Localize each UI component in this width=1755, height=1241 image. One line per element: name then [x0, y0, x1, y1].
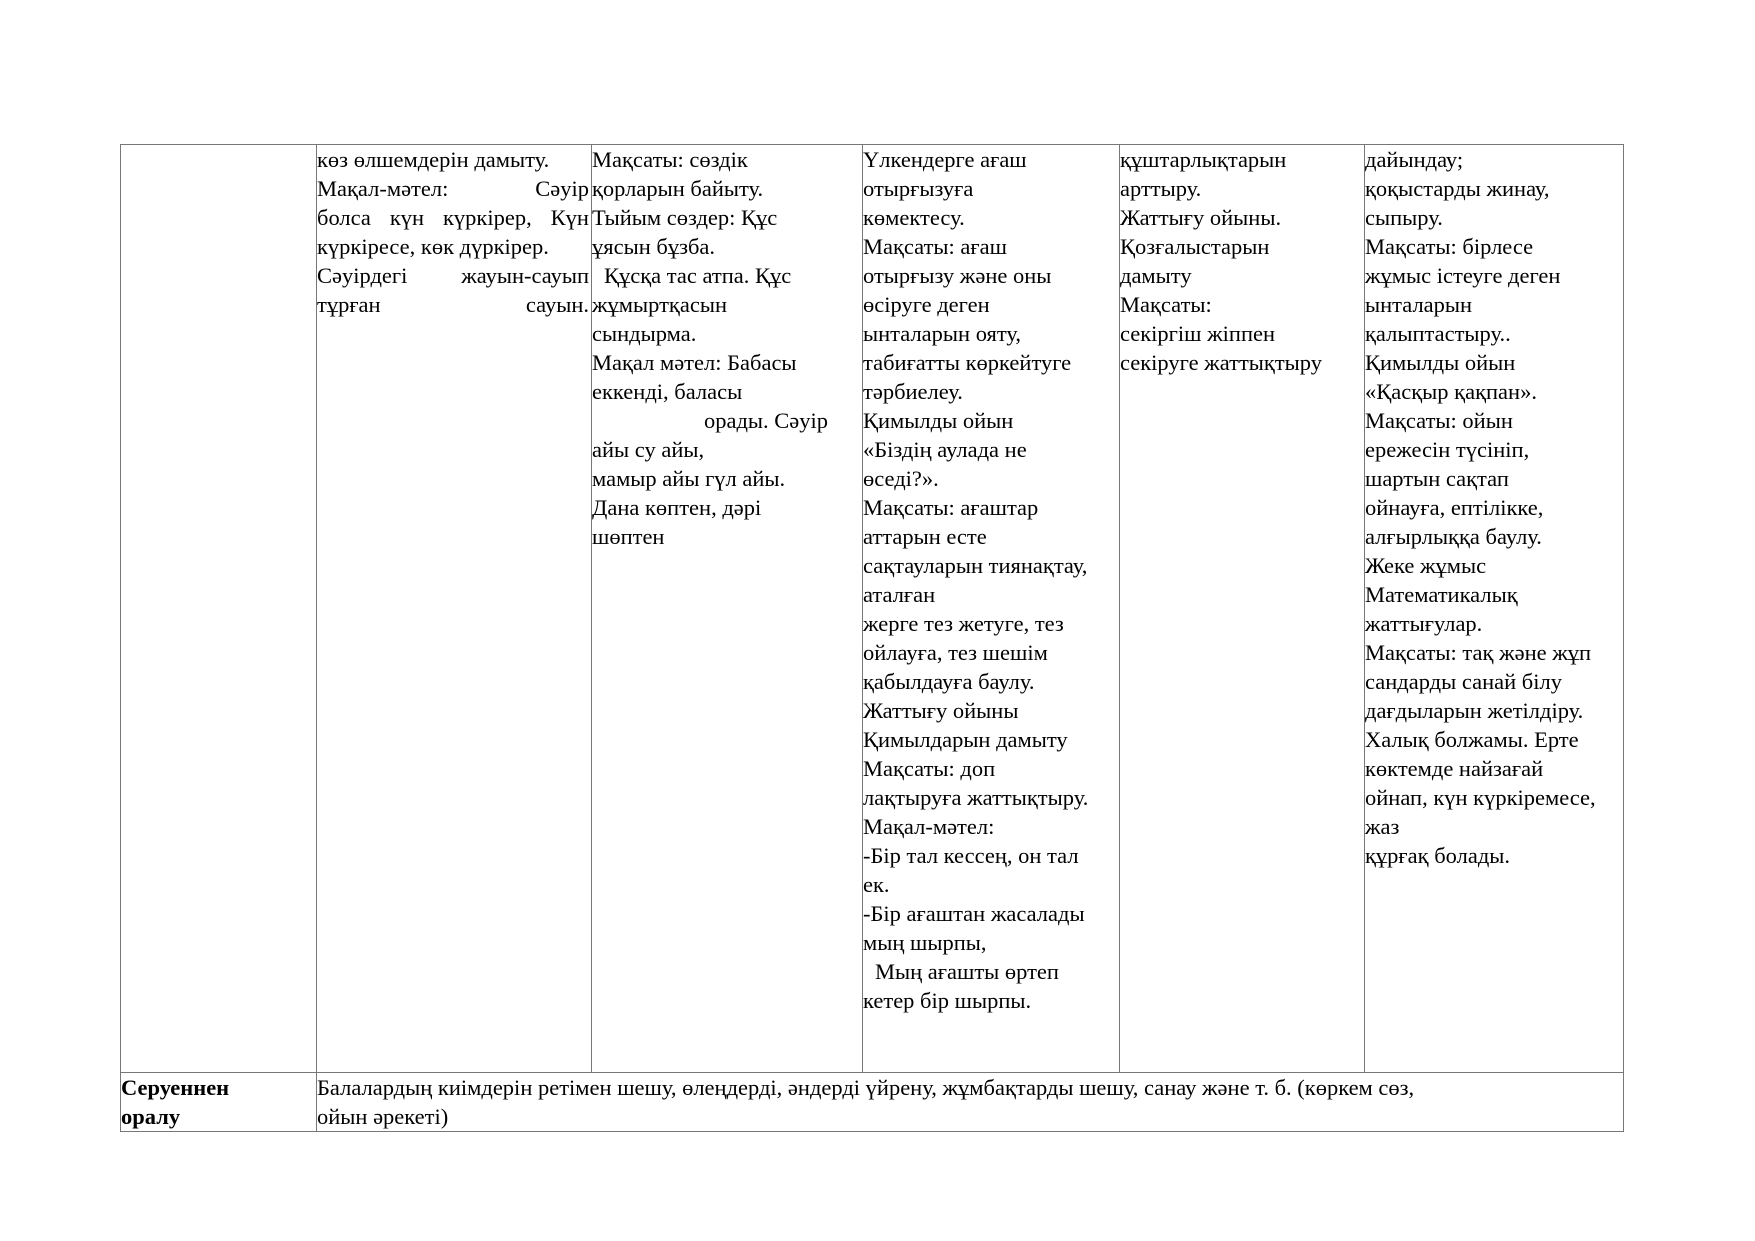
row-label-line: Серуеннен	[121, 1075, 230, 1100]
text-line: табиғатты көркейтуге	[863, 350, 1072, 375]
table-row	[121, 145, 1624, 1073]
text-line: тәрбиелеу.	[863, 379, 963, 404]
text-line: Мақсаты: сөздік	[592, 147, 748, 172]
text-line: Мақсаты: ойын	[1365, 408, 1513, 433]
text-line: секіргіш жіппен	[1120, 321, 1276, 346]
text-line: ек.	[863, 872, 890, 897]
table-row	[121, 1073, 1624, 1132]
text-line: ережесін түсініп,	[1365, 437, 1530, 462]
text-line	[317, 174, 589, 203]
text-line: өседі?».	[863, 466, 939, 491]
text-line: құрғақ болады.	[1365, 843, 1511, 868]
text-line: айы су айы,	[592, 437, 705, 462]
text-line: Қозғалыстарын	[1120, 234, 1270, 259]
text-line: арттыру.	[1120, 176, 1202, 201]
text-line: Мақал мәтел: Бабасы	[592, 350, 797, 375]
table-cell	[863, 145, 1120, 1073]
text-line	[317, 203, 589, 232]
text-line: лақтыруға жаттықтыру.	[863, 785, 1089, 810]
text-line: ұясын бұзба.	[592, 234, 716, 259]
row-label-cell	[121, 145, 317, 1073]
text-line: Мақал-мәтел:	[863, 814, 995, 839]
text-line: дамыту	[1120, 263, 1192, 288]
table-cell	[1120, 145, 1365, 1073]
text-line: Мақсаты: тақ және жұп	[1365, 640, 1592, 665]
text-line: ынталарын ояту,	[863, 321, 1022, 346]
text-word: Мақал-мәтел:	[317, 176, 449, 201]
text-line: кетер бір шырпы.	[863, 988, 1032, 1013]
text-line: отырғызуға	[863, 176, 974, 201]
text-word: күн	[389, 205, 425, 230]
text-line: -Бір тал кессең, он тал	[863, 843, 1079, 868]
text-word: Сәуір	[535, 176, 589, 201]
row-label-line: оралу	[121, 1104, 181, 1129]
text-line: -Бір ағаштан жасалады	[863, 901, 1085, 926]
text-line: алғырлыққа баулу.	[1365, 524, 1542, 549]
text-line: дайындау;	[1365, 147, 1464, 172]
text-line: Дана көптен, дәрі	[592, 495, 762, 520]
text-line: шартын сақтап	[1365, 466, 1509, 491]
text-line: Тыйым сөздер: Құс	[592, 205, 778, 230]
text-line: көз өлшемдерін дамыту.	[317, 147, 550, 172]
text-line: мың шырпы,	[863, 930, 987, 955]
text-line: Жаттығу ойыны	[863, 698, 1019, 723]
table-cell	[317, 145, 592, 1073]
text-line: еккенді, баласы	[592, 379, 743, 404]
row-label-cell	[121, 1073, 317, 1132]
text-line: қалыптастыру..	[1365, 321, 1511, 346]
text-word: Күн	[550, 205, 589, 230]
text-line: жаттығулар.	[1365, 611, 1483, 636]
text-line: күркіресе, көк дүркірер.	[317, 234, 549, 259]
text-word: тұрған	[317, 292, 381, 317]
text-line: жұмыс істеуге деген	[1365, 263, 1561, 288]
text-line: отырғызу және оны	[863, 263, 1052, 288]
text-line: ойнауға, ептілікке,	[1365, 495, 1544, 520]
text-line: Мақсаты: ағаш	[863, 234, 1007, 259]
text-line: Мақсаты: доп	[863, 756, 996, 781]
text-line: «Біздің аулада не	[863, 437, 1027, 462]
text-line: аталған	[863, 582, 936, 607]
text-line: дағдыларын жетілдіру.	[1365, 698, 1584, 723]
text-line: қорларын байыту.	[592, 176, 764, 201]
text-line: қабылдауға баулу.	[863, 669, 1035, 694]
text-line: аттарын есте	[863, 524, 987, 549]
text-line: Мақсаты: ағаштар	[863, 495, 1039, 520]
text-line: Жаттығу ойыны.	[1120, 205, 1282, 230]
text-line: өсіруге деген	[863, 292, 990, 317]
text-line: жаз	[1365, 814, 1400, 839]
text-word: жауын-сауып	[461, 263, 589, 288]
text-line: Жеке жұмыс	[1365, 553, 1487, 578]
text-line: мамыр айы гүл айы.	[592, 466, 786, 491]
text-line: Математикалық	[1365, 582, 1518, 607]
text-line: шөптен	[592, 524, 665, 549]
text-line: Қимылды ойын	[1365, 350, 1516, 375]
text-line: Мақсаты:	[1120, 292, 1212, 317]
text-line: орады. Сәуір	[704, 408, 829, 433]
text-line: сындырма.	[592, 321, 697, 346]
table-cell	[592, 145, 863, 1073]
text-line: Мың ағашты өртеп	[875, 959, 1059, 984]
text-line: сақтауларын тиянақтау,	[863, 553, 1088, 578]
text-line: қоқыстарды жинау,	[1365, 176, 1550, 201]
text-line: Құсқа тас атпа. Құс	[604, 263, 792, 288]
text-line	[317, 290, 589, 319]
text-line	[317, 261, 589, 290]
text-line: ойлауға, тез шешім	[863, 640, 1048, 665]
text-line: сыпыру.	[1365, 205, 1443, 230]
text-line: Қимылдарын дамыту	[863, 727, 1068, 752]
text-line: көктемде найзағай	[1365, 756, 1544, 781]
text-line: «Қасқыр қақпан».	[1365, 379, 1537, 404]
text-word: Сәуірдегі	[317, 263, 408, 288]
table-cell	[1365, 145, 1624, 1073]
text-line: құштарлықтарын	[1120, 147, 1287, 172]
text-word: болса	[317, 205, 371, 230]
text-line: көмектесу.	[863, 205, 965, 230]
text-line: ынталарын	[1365, 292, 1473, 317]
text-line: Үлкендерге ағаш	[863, 147, 1027, 172]
text-line: Қимылды ойын	[863, 408, 1014, 433]
text-line: жұмыртқасын	[592, 292, 727, 317]
text-line: жерге тез жетуге, тез	[863, 611, 1064, 636]
text-line: Мақсаты: бірлесе	[1365, 234, 1534, 259]
plan-table	[120, 144, 1624, 1132]
text-line: сандарды санай білу	[1365, 669, 1562, 694]
text-word: күркірер,	[443, 205, 532, 230]
text-line: секіруге жаттықтыру	[1120, 350, 1322, 375]
text-line: Балалардың киімдерін ретімен шешу, өлеңдерді, әндерді үйрену, жұмбақтарды шешу, санау және т. б. (көркем сөз,	[317, 1075, 1415, 1100]
text-line: Халық болжамы. Ерте	[1365, 727, 1579, 752]
text-line: ойнап, күн күркіремесе,	[1365, 785, 1596, 810]
table-cell-merged	[317, 1073, 1624, 1132]
text-word: сауын.	[525, 292, 589, 317]
text-line: ойын әрекеті)	[317, 1104, 449, 1129]
